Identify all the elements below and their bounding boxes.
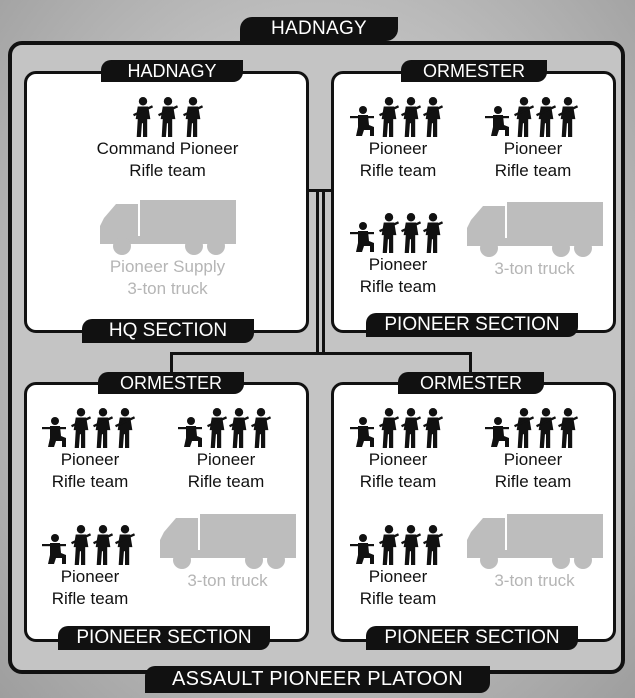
connector-trunk	[316, 189, 319, 354]
section-2-rifle-team-3	[34, 524, 146, 610]
command-pioneer-rifle-team	[60, 96, 275, 182]
section-1-rifle-team-3	[342, 212, 454, 298]
rifle-team-label: Pioneer Rifle team	[359, 450, 437, 491]
rifle-team-label: Pioneer Rifle team	[494, 139, 572, 180]
truck-icon	[465, 510, 605, 570]
section-2-truck	[155, 510, 300, 592]
soldier-group-icon	[42, 524, 138, 566]
section-1-commander-tag: ORMESTER	[401, 60, 547, 82]
rifle-team-label: Pioneer Rifle team	[51, 450, 129, 491]
connector-trunk-2	[322, 189, 325, 354]
truck-icon	[465, 198, 605, 258]
section-3-rifle-team-2	[477, 407, 589, 493]
section-2-rifle-team-2	[170, 407, 282, 493]
section-1-rifle-team-1	[342, 96, 454, 182]
soldier-group-icon	[350, 524, 446, 566]
section-3-truck	[462, 510, 607, 592]
soldier-group-icon	[350, 96, 446, 138]
section-3-rifle-team-3	[342, 524, 454, 610]
section-2-commander-tag: ORMESTER	[98, 372, 244, 394]
truck-label: 3-ton truck	[494, 259, 575, 278]
truck-label: 3-ton truck	[187, 571, 268, 590]
pioneer-supply-truck	[60, 196, 275, 300]
section-1-rifle-team-2	[477, 96, 589, 182]
rifle-team-label: Pioneer Rifle team	[359, 139, 437, 180]
section-3-section-tag: PIONEER SECTION	[366, 626, 578, 650]
truck-label: 3-ton truck	[494, 571, 575, 590]
supply-truck-label: Pioneer Supply 3-ton truck	[109, 257, 226, 298]
truck-icon	[98, 196, 238, 256]
soldier-group-icon	[42, 407, 138, 449]
section-1-truck	[462, 198, 607, 280]
rifle-team-label: Pioneer Rifle team	[359, 255, 437, 296]
platoon-commander-banner: HADNAGY	[240, 17, 398, 41]
section-3-rifle-team-1	[342, 407, 454, 493]
soldier-group-icon	[350, 212, 446, 254]
soldier-group-icon	[485, 96, 581, 138]
rifle-team-label: Pioneer Rifle team	[187, 450, 265, 491]
soldier-group-icon	[350, 407, 446, 449]
truck-icon	[158, 510, 298, 570]
section-2-rifle-team-1	[34, 407, 146, 493]
soldier-group-icon	[485, 407, 581, 449]
hq-commander-tag: HADNAGY	[101, 60, 243, 82]
platoon-name-banner: ASSAULT PIONEER PLATOON	[145, 666, 490, 693]
command-team-label: Command Pioneer Rifle team	[96, 139, 239, 180]
soldier-group-icon	[178, 407, 274, 449]
section-2-section-tag: PIONEER SECTION	[58, 626, 270, 650]
section-1-section-tag: PIONEER SECTION	[366, 313, 578, 337]
section-3-commander-tag: ORMESTER	[398, 372, 544, 394]
rifle-team-label: Pioneer Rifle team	[359, 567, 437, 608]
rifle-team-label: Pioneer Rifle team	[494, 450, 572, 491]
hq-section-tag: HQ SECTION	[82, 319, 254, 343]
rifle-team-label: Pioneer Rifle team	[51, 567, 129, 608]
soldier-group-icon	[128, 96, 208, 138]
connector-horizontal	[170, 352, 472, 355]
